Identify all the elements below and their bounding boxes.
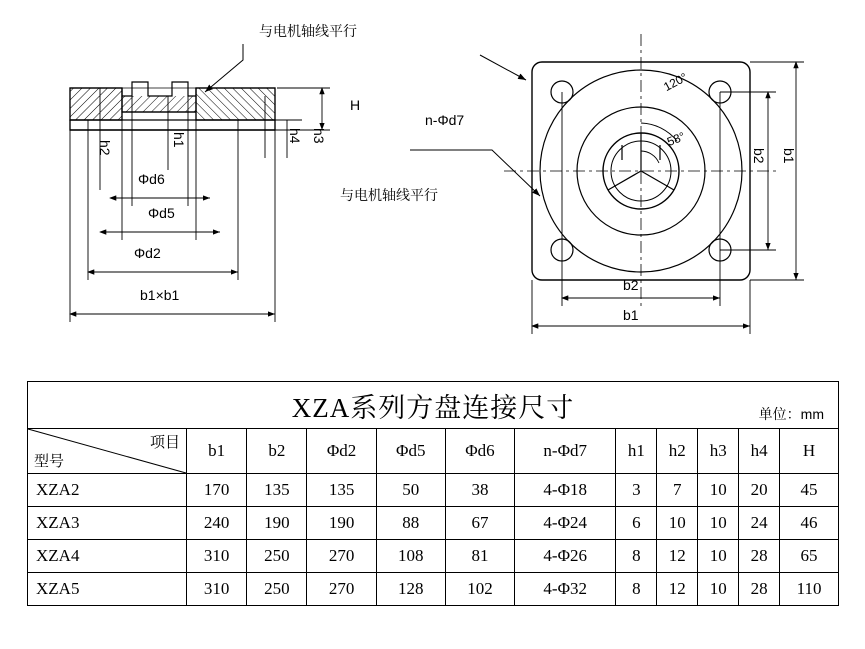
row-model-xza5: XZA5 [28, 573, 187, 606]
cell: 7 [657, 474, 698, 507]
cell: 38 [445, 474, 514, 507]
cell: 3 [616, 474, 657, 507]
cell: 10 [698, 540, 739, 573]
cell: 135 [307, 474, 376, 507]
cell: 46 [780, 507, 839, 540]
cell: 28 [739, 540, 780, 573]
cell: 10 [657, 507, 698, 540]
cell: 65 [780, 540, 839, 573]
label-b2-horizontal: b2 [623, 277, 639, 293]
corner-model-label: 型号 [34, 454, 65, 470]
cell: 4-Φ24 [515, 507, 616, 540]
table-title-cell [28, 382, 839, 429]
cell: 88 [376, 507, 445, 540]
left-section-view [0, 0, 460, 360]
cell: 310 [187, 540, 247, 573]
col-header-h1: h1 [616, 429, 657, 474]
label-h2: h2 [97, 140, 113, 156]
col-header-H: H [780, 429, 839, 474]
col-header-h3: h3 [698, 429, 739, 474]
cell: 4-Φ32 [515, 573, 616, 606]
cell: 10 [698, 573, 739, 606]
cell: 50 [376, 474, 445, 507]
col-header-d7: n-Φd7 [515, 429, 616, 474]
xza-dimension-table [27, 381, 839, 606]
label-phi-d5: Φd5 [148, 205, 175, 221]
cell: 270 [307, 540, 376, 573]
col-header-d2: Φd2 [307, 429, 376, 474]
cell: 135 [247, 474, 307, 507]
right-front-view [470, 0, 850, 360]
dimension-table [27, 381, 839, 606]
cell: 250 [247, 540, 307, 573]
label-H: H [350, 97, 361, 113]
cell: 20 [739, 474, 780, 507]
label-phi-d6: Φd6 [138, 171, 165, 187]
row-model-xza2: XZA2 [28, 474, 187, 507]
cell: 45 [780, 474, 839, 507]
table-row [28, 540, 839, 573]
col-header-d6: Φd6 [445, 429, 514, 474]
col-header-h2: h2 [657, 429, 698, 474]
cell: 250 [247, 573, 307, 606]
cell: 4-Φ26 [515, 540, 616, 573]
cell: 110 [780, 573, 839, 606]
cell: 128 [376, 573, 445, 606]
cell: 4-Φ18 [515, 474, 616, 507]
table-row [28, 507, 839, 540]
cell: 190 [247, 507, 307, 540]
cell: 190 [307, 507, 376, 540]
cell: 24 [739, 507, 780, 540]
table-title-row [28, 382, 839, 429]
cell: 81 [445, 540, 514, 573]
table-unit: 单位：mm [758, 406, 824, 422]
cell: 6 [616, 507, 657, 540]
cell: 12 [657, 540, 698, 573]
cell: 8 [616, 573, 657, 606]
label-parallel-top: 与电机轴线平行 [259, 23, 357, 39]
cell: 67 [445, 507, 514, 540]
corner-item-label: 项目 [149, 435, 180, 451]
table-row [28, 573, 839, 606]
label-b1xb1: b1×b1 [140, 287, 180, 303]
label-angle-58: 58° [665, 129, 688, 149]
table-row [28, 474, 839, 507]
label-b1-horizontal: b1 [623, 307, 639, 323]
col-header-b2: b2 [247, 429, 307, 474]
label-h4: h3 [311, 128, 327, 144]
cell: 102 [445, 573, 514, 606]
label-h3: h4 [287, 128, 303, 144]
col-header-b1: b1 [187, 429, 247, 474]
row-model-xza3: XZA3 [28, 507, 187, 540]
label-b1-vertical: b1 [781, 148, 797, 164]
cell: 170 [187, 474, 247, 507]
cell: 240 [187, 507, 247, 540]
label-n-phi-d7: n-Φd7 [425, 112, 465, 128]
cell: 310 [187, 573, 247, 606]
cell: 10 [698, 507, 739, 540]
cell: 28 [739, 573, 780, 606]
cell: 270 [307, 573, 376, 606]
label-phi-d2: Φd2 [134, 245, 161, 261]
table-title: XZA系列方盘连接尺寸 [291, 392, 575, 423]
label-angle-120: 120° [661, 69, 690, 95]
table-corner-cell [28, 429, 187, 474]
cell: 12 [657, 573, 698, 606]
cell: 10 [698, 474, 739, 507]
cell: 108 [376, 540, 445, 573]
label-b2-vertical: b2 [751, 148, 767, 164]
label-h1: h1 [171, 132, 187, 148]
cell: 8 [616, 540, 657, 573]
col-header-d5: Φd5 [376, 429, 445, 474]
label-parallel-right: 与电机轴线平行 [340, 187, 438, 203]
row-model-xza4: XZA4 [28, 540, 187, 573]
col-header-h4: h4 [739, 429, 780, 474]
table-header-row [28, 429, 839, 474]
